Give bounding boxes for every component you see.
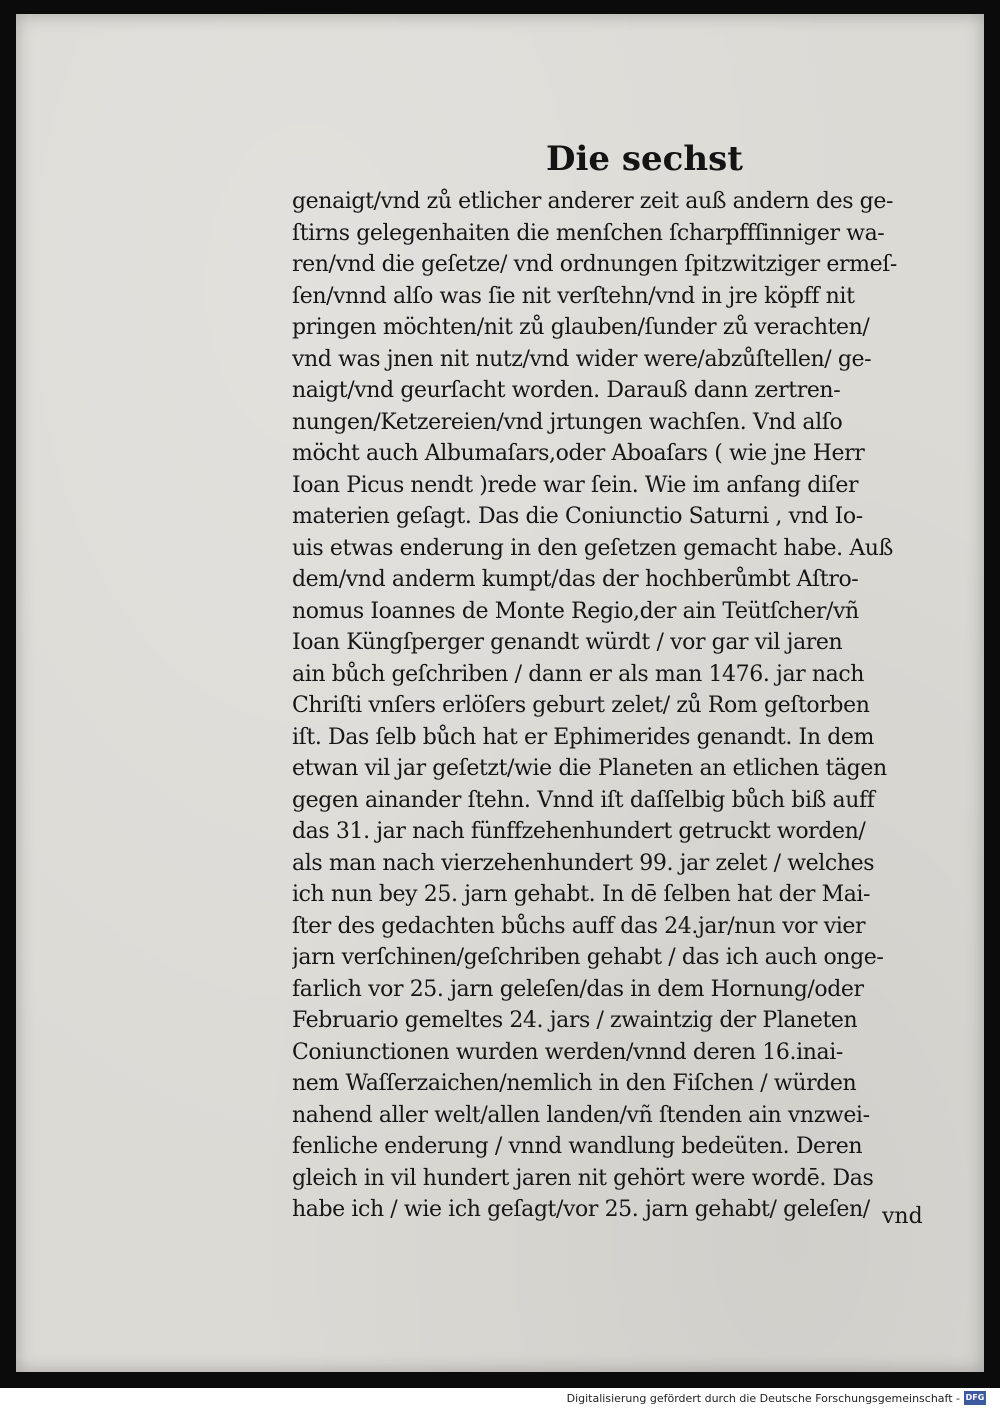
text-line: nem Waſſerzaichen/nemlich in den Fiſchen / würden	[292, 1071, 857, 1096]
text-line: Ioan Küngſperger genandt würdt / vor gar vil jaren	[292, 630, 843, 655]
text-line: als man nach vierzehenhundert 99. jar zelet / welches	[292, 850, 875, 876]
text-line: farlich vor 25. jarn geleſen/das in dem Hornung/oder	[292, 976, 864, 1002]
text-line: nomus Ioannes de Monte Regio,der ain Teütſcher/vñ	[292, 598, 859, 624]
text-line: genaigt/vnd zů etlicher anderer zeit auß andern des ge-	[292, 189, 894, 214]
text-line: nahend aller welt/allen landen/vñ ſtenden ain vnzwei-	[292, 1102, 870, 1128]
dfg-logo: DFG	[964, 1391, 986, 1405]
text-line: ſter des gedachten bůchs auff das 24.jar/nun vor vier	[292, 913, 866, 939]
text-line: ſen/vnnd alſo was ſie nit verſtehn/vnd in jre köpff nit	[292, 283, 855, 309]
funding-note: Digitalisierung gefördert durch die Deutsche Forschungsgemeinschaft -	[566, 1392, 960, 1405]
text-line: möcht auch Albumaſars,oder Aboaſars ( wie jne Herr	[292, 441, 865, 466]
catchword: vnd	[882, 1204, 923, 1229]
text-line: Chriſti vnſers erlöſers geburt zelet/ zů Rom geſtorben	[292, 693, 870, 718]
text-line: habe ich / wie ich geſagt/vor 25. jarn gehabt/ geleſen/	[292, 1197, 870, 1222]
text-line: dem/vnd anderm kumpt/das der hochberůmbt Aſtro-	[292, 567, 859, 592]
text-line: ain bůch geſchriben / dann er als man 1476. jar nach	[292, 661, 865, 687]
text-line: etwan vil jar geſetzt/wie die Planeten an etlichen tägen	[292, 756, 887, 781]
text-line: Coniunctionen wurden werden/vnnd deren 16.inai-	[292, 1039, 843, 1065]
running-head: Die sechst	[546, 139, 743, 179]
text-line: gleich in vil hundert jaren nit gehört were wordē. Das	[292, 1165, 874, 1191]
text-line: Februario gemeltes 24. jars / zwaintzig der Planeten	[292, 1008, 858, 1033]
text-line: Ioan Picus nendt )rede war ſein. Wie im anfang diſer	[292, 472, 859, 498]
text-line: ſtirns gelegenhaiten die menſchen ſcharpffſinniger wa-	[292, 220, 885, 246]
text-line: ich nun bey 25. jarn gehabt. In dē ſelben hat der Mai-	[292, 882, 871, 907]
text-line: pringen möchten/nit zů glauben/ſunder zů verachten/	[292, 315, 870, 340]
text-line: das 31. jar nach fünffzehenhundert getruckt worden/	[292, 819, 866, 844]
text-line: uis etwas enderung in den geſetzen gemacht habe. Auß	[292, 535, 893, 561]
text-line: fenliche enderung / vnnd wandlung bedeüten. Deren	[292, 1134, 863, 1159]
text-line: jarn verſchinen/geſchriben gehabt / das ich auch onge-	[292, 945, 884, 970]
text-line: materien geſagt. Das die Coniunctio Saturni , vnd Io-	[292, 504, 863, 529]
footer-bar	[0, 1388, 1000, 1410]
text-line: nungen/Ketzereien/vnd jrtungen wachſen. Vnd alſo	[292, 409, 843, 435]
body-text	[292, 186, 952, 1226]
text-line: naigt/vnd geurſacht worden. Darauß dann zertren-	[292, 378, 841, 403]
text-line: vnd was jnen nit nutz/vnd wider were/abzůſtellen/ ge-	[292, 346, 872, 372]
text-line: ren/vnd die geſetze/ vnd ordnungen ſpitzwitziger ermeſ-	[292, 252, 897, 277]
text-line: iſt. Das ſelb bůch hat er Ephimerides genandt. In dem	[292, 724, 874, 750]
book-page	[16, 14, 984, 1372]
text-line: gegen ainander ſtehn. Vnnd iſt daſſelbig bůch biß auff	[292, 787, 875, 813]
